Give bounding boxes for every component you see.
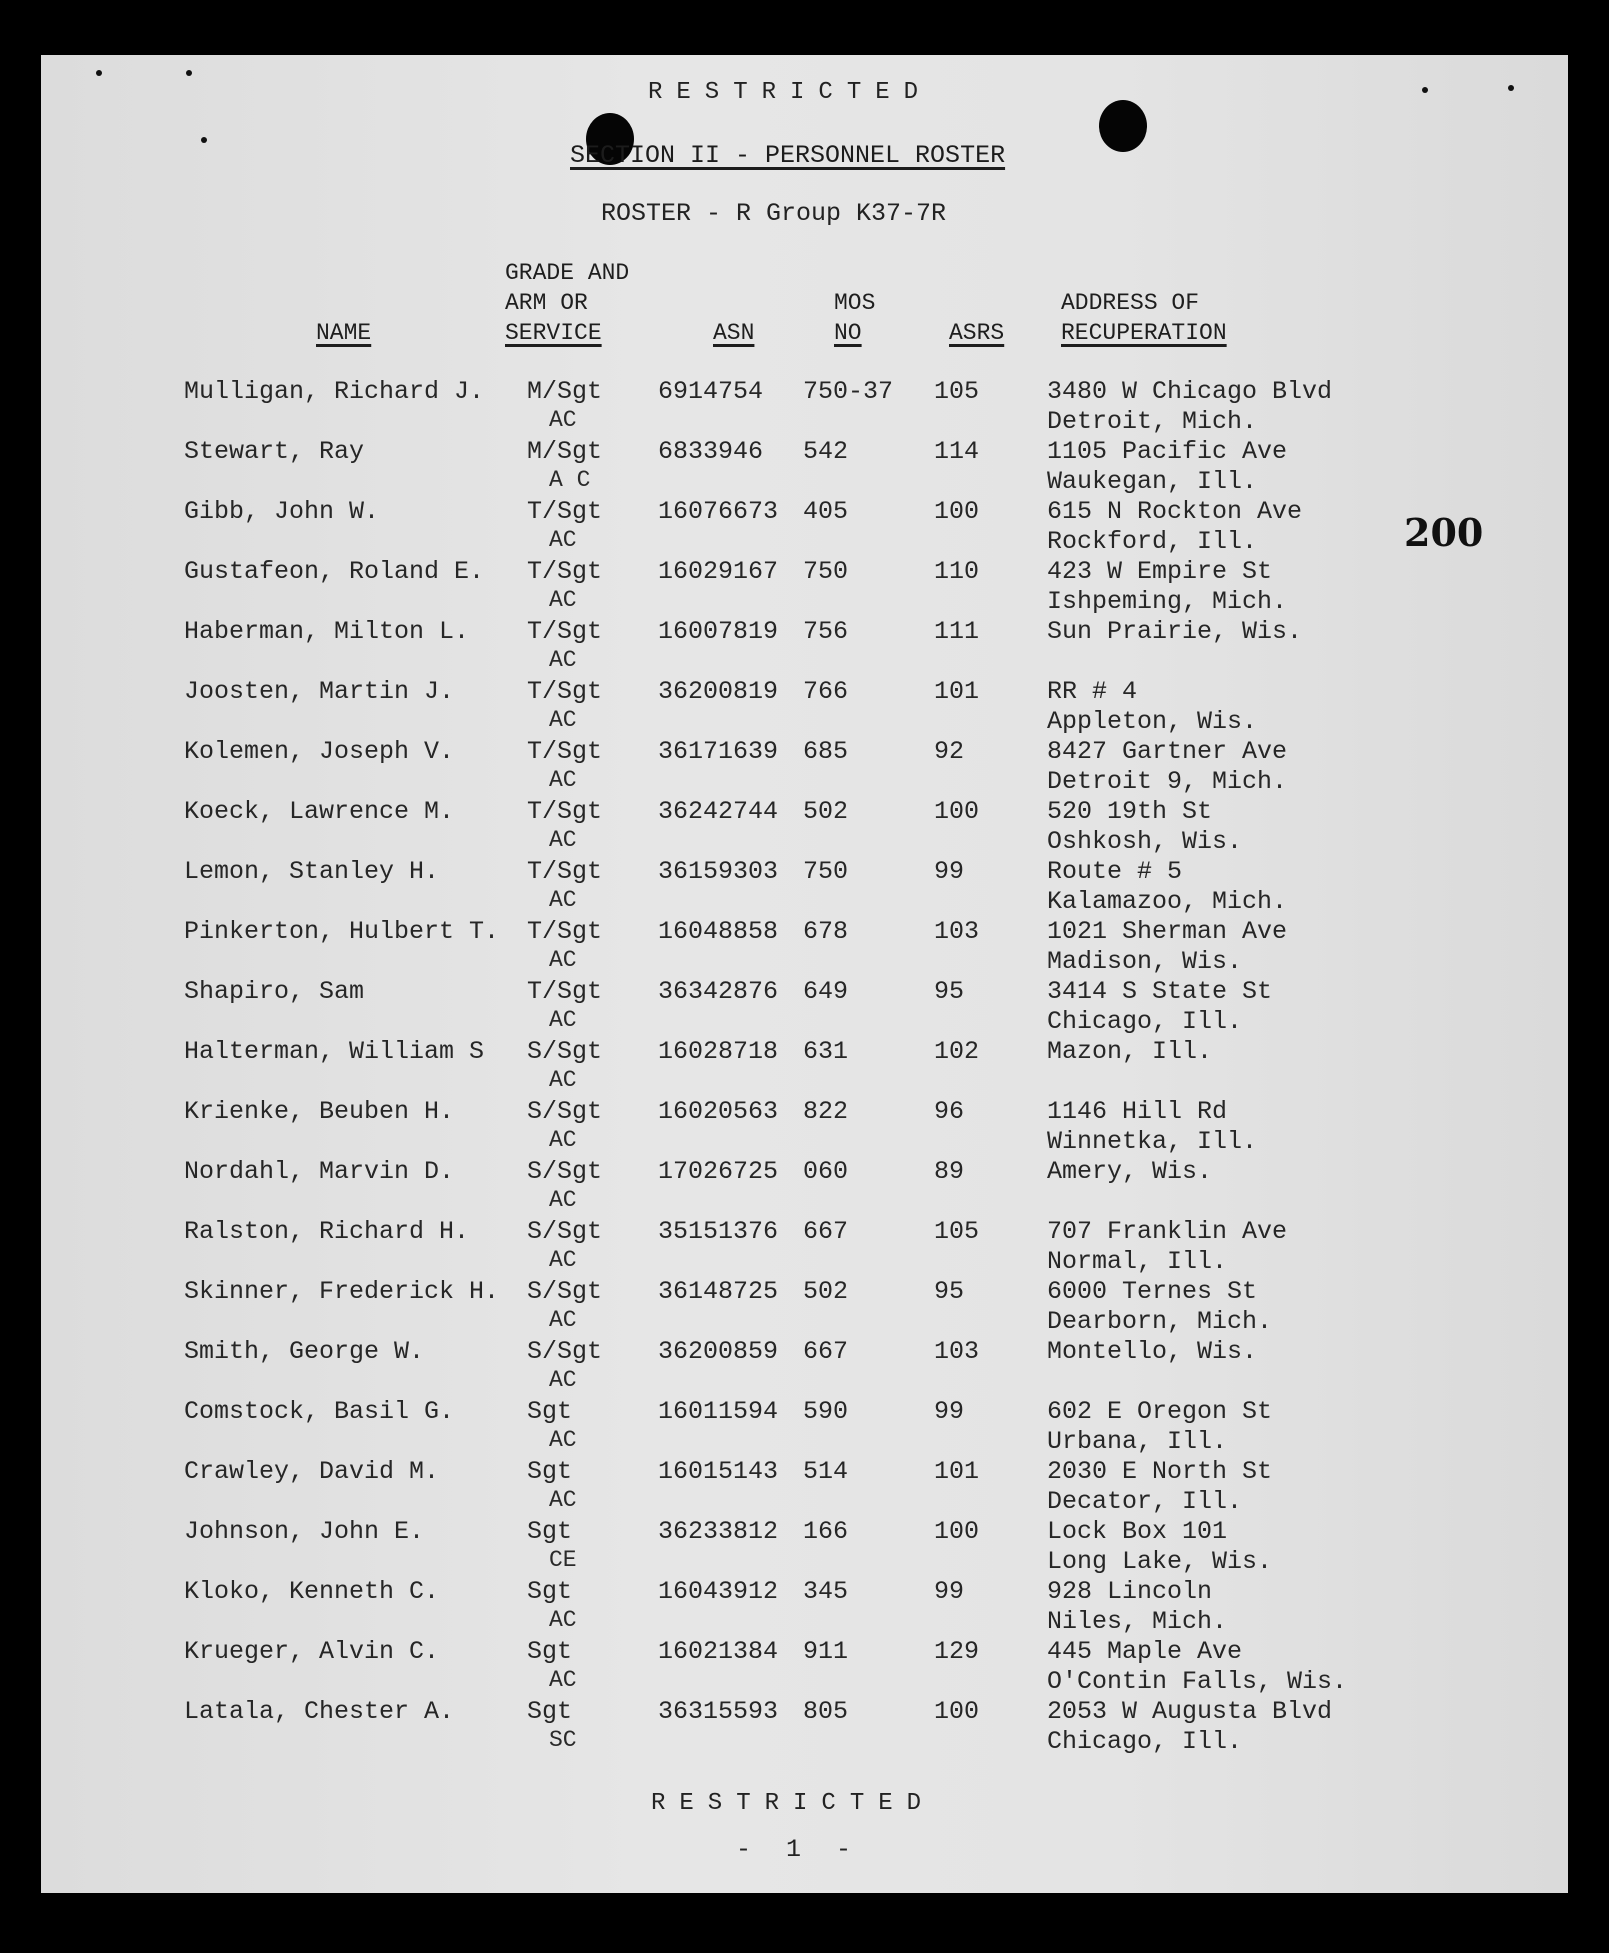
cell-address-line1: 520 19th St [1047,797,1213,826]
cell-address-line2: Appleton, Wis. [1047,707,1258,736]
cell-asn: 16029167 [658,557,779,586]
cell-name: Koeck, Lawrence M. [184,797,455,826]
cell-arm-service: AC [549,1667,577,1693]
cell-asrs: 95 [934,977,965,1006]
section-title: SECTION II - PERSONNEL ROSTER [570,141,1006,170]
cell-grade: T/Sgt [527,737,603,766]
cell-address-line1: 1021 Sherman Ave [1047,917,1288,946]
cell-address-line2: Chicago, Ill. [1047,1727,1243,1756]
cell-grade: S/Sgt [527,1277,603,1306]
speck [186,70,192,76]
column-header-grade: GRADE AND ARM OR SERVICE [505,260,630,346]
cell-mos: 631 [803,1037,849,1066]
cell-address-line1: 3414 S State St [1047,977,1273,1006]
cell-arm-service: AC [549,1007,577,1033]
column-header-asn: ASN [713,320,755,346]
cell-name: Shapiro, Sam [184,977,365,1006]
cell-address-line2: Long Lake, Wis. [1047,1547,1273,1576]
cell-asn: 16048858 [658,917,779,946]
cell-mos: 590 [803,1397,849,1426]
cell-asrs: 100 [934,497,980,526]
cell-arm-service: SC [549,1727,577,1753]
cell-grade: Sgt [527,1697,573,1726]
cell-name: Pinkerton, Hulbert T. [184,917,500,946]
cell-asrs: 129 [934,1637,980,1666]
cell-arm-service: AC [549,407,577,433]
cell-address-line1: Route # 5 [1047,857,1183,886]
cell-address-line1: Amery, Wis. [1047,1157,1213,1186]
margin-stamp-number: 200 [1404,510,1484,555]
cell-name: Lemon, Stanley H. [184,857,440,886]
cell-address-line1: 423 W Empire St [1047,557,1273,586]
cell-asrs: 100 [934,1697,980,1726]
cell-address-line1: 6000 Ternes St [1047,1277,1258,1306]
cell-mos: 667 [803,1217,849,1246]
cell-asn: 36159303 [658,857,779,886]
cell-name: Latala, Chester A. [184,1697,455,1726]
cell-asrs: 111 [934,617,980,646]
cell-asrs: 110 [934,557,980,586]
speck [1508,85,1514,91]
cell-address-line2: O'Contin Falls, Wis. [1047,1667,1348,1696]
cell-asn: 36233812 [658,1517,779,1546]
speck [201,137,207,143]
cell-mos: 750 [803,557,849,586]
cell-address-line2: Madison, Wis. [1047,947,1243,976]
cell-asn: 36315593 [658,1697,779,1726]
cell-mos: 822 [803,1097,849,1126]
classification-bottom: RESTRICTED [651,1790,936,1817]
cell-arm-service: AC [549,887,577,913]
cell-asn: 17026725 [658,1157,779,1186]
cell-asn: 16043912 [658,1577,779,1606]
column-header-name: NAME [316,320,372,346]
cell-asrs: 89 [934,1157,965,1186]
cell-mos: 060 [803,1157,849,1186]
cell-address-line1: Montello, Wis. [1047,1337,1258,1366]
cell-asn: 36200859 [658,1337,779,1366]
cell-asrs: 102 [934,1037,980,1066]
cell-asrs: 99 [934,1397,965,1426]
column-header-address: ADDRESS OF RECUPERATION [1061,290,1227,346]
cell-arm-service: AC [549,707,577,733]
cell-name: Kloko, Kenneth C. [184,1577,440,1606]
cell-arm-service: AC [549,1487,577,1513]
cell-arm-service: AC [549,1127,577,1153]
cell-mos: 667 [803,1337,849,1366]
cell-address-line1: 2030 E North St [1047,1457,1273,1486]
cell-mos: 405 [803,497,849,526]
cell-asrs: 101 [934,1457,980,1486]
cell-asn: 16015143 [658,1457,779,1486]
cell-address-line2: Dearborn, Mich. [1047,1307,1273,1336]
cell-address-line1: 602 E Oregon St [1047,1397,1273,1426]
cell-asrs: 103 [934,1337,980,1366]
cell-address-line1: 707 Franklin Ave [1047,1217,1288,1246]
cell-address-line2: Kalamazoo, Mich. [1047,887,1288,916]
cell-grade: S/Sgt [527,1157,603,1186]
cell-arm-service: AC [549,947,577,973]
roster-title: ROSTER - R Group K37-7R [601,199,947,228]
cell-name: Comstock, Basil G. [184,1397,455,1426]
cell-mos: 514 [803,1457,849,1486]
cell-mos: 678 [803,917,849,946]
cell-asn: 16007819 [658,617,779,646]
cell-address-line2: Niles, Mich. [1047,1607,1228,1636]
cell-name: Stewart, Ray [184,437,365,466]
cell-grade: T/Sgt [527,977,603,1006]
cell-grade: S/Sgt [527,1037,603,1066]
cell-asrs: 105 [934,1217,980,1246]
cell-grade: S/Sgt [527,1097,603,1126]
cell-mos: 766 [803,677,849,706]
cell-arm-service: AC [549,1367,577,1393]
cell-grade: T/Sgt [527,557,603,586]
cell-asn: 36200819 [658,677,779,706]
cell-arm-service: AC [549,827,577,853]
cell-name: Haberman, Milton L. [184,617,470,646]
cell-mos: 502 [803,1277,849,1306]
cell-grade: S/Sgt [527,1337,603,1366]
cell-grade: Sgt [527,1517,573,1546]
cell-grade: Sgt [527,1577,573,1606]
cell-address-line2: Normal, Ill. [1047,1247,1228,1276]
cell-name: Gibb, John W. [184,497,380,526]
cell-address-line1: 3480 W Chicago Blvd [1047,377,1333,406]
document-page [41,55,1568,1893]
cell-grade: M/Sgt [527,377,603,406]
cell-address-line1: 8427 Gartner Ave [1047,737,1288,766]
cell-address-line1: Mazon, Ill. [1047,1037,1213,1066]
cell-mos: 542 [803,437,849,466]
cell-address-line1: 1146 Hill Rd [1047,1097,1228,1126]
cell-grade: T/Sgt [527,857,603,886]
cell-mos: 750-37 [803,377,894,406]
cell-asn: 36171639 [658,737,779,766]
cell-arm-service: AC [549,1187,577,1213]
cell-mos: 805 [803,1697,849,1726]
cell-address-line2: Rockford, Ill. [1047,527,1258,556]
page-number: - 1 - [736,1835,862,1864]
cell-name: Mulligan, Richard J. [184,377,485,406]
cell-address-line2: Chicago, Ill. [1047,1007,1243,1036]
cell-mos: 166 [803,1517,849,1546]
column-header-mos: MOS NO [834,290,876,346]
cell-asrs: 114 [934,437,980,466]
cell-mos: 911 [803,1637,849,1666]
cell-mos: 750 [803,857,849,886]
cell-asn: 35151376 [658,1217,779,1246]
cell-asn: 36342876 [658,977,779,1006]
cell-arm-service: AC [549,1307,577,1333]
cell-asrs: 101 [934,677,980,706]
punch-hole-right [1099,100,1147,152]
cell-grade: S/Sgt [527,1217,603,1246]
cell-asrs: 96 [934,1097,965,1126]
cell-asn: 16011594 [658,1397,779,1426]
cell-asn: 36148725 [658,1277,779,1306]
cell-address-line2: Waukegan, Ill. [1047,467,1258,496]
cell-address-line1: 2053 W Augusta Blvd [1047,1697,1333,1726]
cell-grade: T/Sgt [527,497,603,526]
cell-grade: M/Sgt [527,437,603,466]
cell-arm-service: CE [549,1547,577,1573]
cell-asn: 6833946 [658,437,764,466]
cell-name: Crawley, David M. [184,1457,440,1486]
cell-asn: 6914754 [658,377,764,406]
cell-asn: 16028718 [658,1037,779,1066]
cell-name: Ralston, Richard H. [184,1217,470,1246]
cell-asrs: 92 [934,737,965,766]
cell-address-line1: RR # 4 [1047,677,1138,706]
cell-arm-service: AC [549,527,577,553]
cell-asrs: 100 [934,1517,980,1546]
cell-grade: Sgt [527,1637,573,1666]
cell-name: Joosten, Martin J. [184,677,455,706]
cell-arm-service: AC [549,647,577,673]
cell-address-line1: 928 Lincoln [1047,1577,1213,1606]
cell-asrs: 105 [934,377,980,406]
cell-address-line2: Oshkosh, Wis. [1047,827,1243,856]
cell-arm-service: AC [549,1427,577,1453]
speck [96,70,102,76]
cell-grade: T/Sgt [527,617,603,646]
cell-name: Kolemen, Joseph V. [184,737,455,766]
cell-name: Smith, George W. [184,1337,425,1366]
cell-mos: 649 [803,977,849,1006]
cell-arm-service: AC [549,1247,577,1273]
cell-address-line2: Urbana, Ill. [1047,1427,1228,1456]
cell-asn: 36242744 [658,797,779,826]
cell-address-line2: Ishpeming, Mich. [1047,587,1288,616]
cell-address-line1: 445 Maple Ave [1047,1637,1243,1666]
cell-mos: 502 [803,797,849,826]
cell-name: Johnson, John E. [184,1517,425,1546]
cell-address-line2: Detroit 9, Mich. [1047,767,1288,796]
cell-asrs: 99 [934,857,965,886]
cell-name: Nordahl, Marvin D. [184,1157,455,1186]
cell-address-line2: Winnetka, Ill. [1047,1127,1258,1156]
cell-arm-service: A C [549,467,591,493]
cell-asn: 16021384 [658,1637,779,1666]
cell-name: Skinner, Frederick H. [184,1277,500,1306]
cell-mos: 345 [803,1577,849,1606]
cell-name: Krienke, Beuben H. [184,1097,455,1126]
cell-arm-service: AC [549,1607,577,1633]
cell-mos: 756 [803,617,849,646]
cell-address-line1: 1105 Pacific Ave [1047,437,1288,466]
cell-asn: 16020563 [658,1097,779,1126]
cell-address-line2: Detroit, Mich. [1047,407,1258,436]
cell-asrs: 103 [934,917,980,946]
speck [1422,87,1428,93]
cell-grade: T/Sgt [527,677,603,706]
classification-top: RESTRICTED [648,79,933,106]
cell-arm-service: AC [549,587,577,613]
cell-name: Krueger, Alvin C. [184,1637,440,1666]
cell-asrs: 100 [934,797,980,826]
cell-arm-service: AC [549,1067,577,1093]
cell-asrs: 99 [934,1577,965,1606]
cell-grade: Sgt [527,1457,573,1486]
cell-name: Gustafeon, Roland E. [184,557,485,586]
cell-arm-service: AC [549,767,577,793]
cell-name: Halterman, William S [184,1037,485,1066]
cell-asn: 16076673 [658,497,779,526]
cell-address-line1: Lock Box 101 [1047,1517,1228,1546]
cell-address-line2: Decator, Ill. [1047,1487,1243,1516]
cell-mos: 685 [803,737,849,766]
cell-address-line1: Sun Prairie, Wis. [1047,617,1303,646]
column-header-asrs: ASRS [949,320,1005,346]
cell-grade: Sgt [527,1397,573,1426]
cell-address-line1: 615 N Rockton Ave [1047,497,1303,526]
cell-asrs: 95 [934,1277,965,1306]
cell-grade: T/Sgt [527,917,603,946]
cell-grade: T/Sgt [527,797,603,826]
